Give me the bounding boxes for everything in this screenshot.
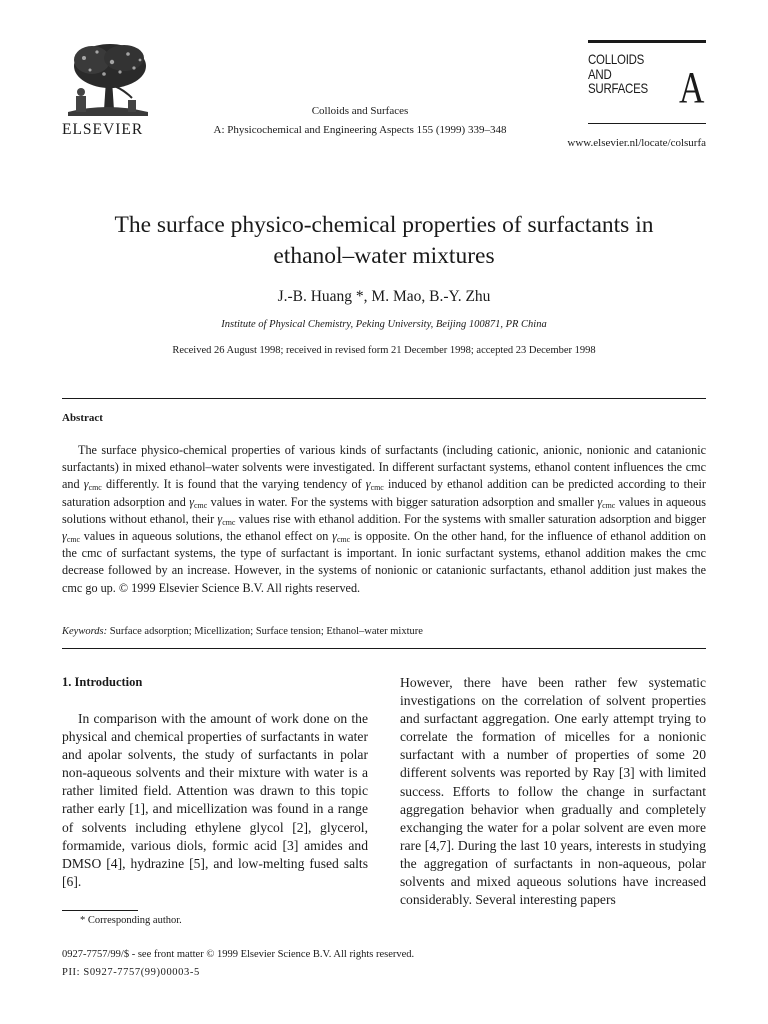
journal-citation: A: Physicochemical and Engineering Aspects 155 (1999) 339–348 — [213, 124, 507, 136]
abstract-text: The surface physico-chemical properties of various kinds of surfactants (including cationic, anionic, nonionic and catanionic surfactants) in mixed ethanol–water solvents were investigated. In different surfactant systems, ethanol content influences the cmc and $\gamma_{cmc}$ differently. It is found that the varying tendency of $\gamma_{cmc}$ induced by ethanol addition can be predicted according to their saturation adsorption and $\gamma_{cmc}$ values in water. For the systems with bigger saturation adsorption and smaller $\gamma_{cmc}$ values in aqueous solutions without ethanol, their $\gamma_{cmc}$ values rise with ethanol addition. For the systems with smaller saturation adsorption and bigger $\gamma_{cmc}$ values in aqueous solutions, the ethanol effect on $\gamma_{cmc}$ is opposite. On the other hand, for the influence of ethanol addition on the cmc of surfactant systems, the type of surfactant is important. In ionic surfactant systems, ethanol addition makes the cmc decrease followed by an increase. However, in the systems of nonionic or catanionic surfactants, ethanol addition just makes the cmc go up. © 1999 Elsevier Science B.V. All rights reserved. — [62, 443, 706, 595]
footnote-rule — [62, 910, 138, 911]
brand-line-1: COLLOIDS — [588, 51, 645, 67]
brand-bottom-rule — [588, 123, 706, 124]
introduction-left-column: In comparison with the amount of work done on the physical and chemical properties of surfactants in water and apolar solvents, the study of surfactants in polar non-aqueous solvents and their mixture with water is a rather limited field. Attention was drawn to this topic rather early [1], and micellization was found in a range of solvents including ethylene glycol [2], glycerol, formamide, various diols, formic acid [3] amides and DMSO [4], hydrazine [5], and low-melting fused salts [6]. — [62, 711, 368, 889]
article-dates: Received 26 August 1998; received in revised form 21 December 1998; accepted 23 December 1998 — [172, 345, 596, 356]
brand-line-3: SURFACES — [588, 80, 648, 96]
abstract-top-rule — [62, 398, 706, 399]
article-title — [40, 210, 728, 272]
journal-name: Colloids and Surfaces — [311, 105, 409, 117]
title-line-1: The surface physico-chemical properties of surfactants in — [114, 212, 654, 238]
corresponding-author-footnote: * Corresponding author. — [80, 915, 182, 926]
journal-brand-letter: A — [679, 63, 705, 112]
brand-line-2: AND — [588, 65, 612, 82]
brand-top-rule — [588, 40, 706, 43]
introduction-right-column: However, there have been rather few systematic investigations on the correlation of solvent properties and surfactant aggregation. One early attempt trying to correlate the formation of micelles for a nonionic surfactant with a number of properties of some 20 different solvents was reported by Ray [3] with limited success. Efforts to follow the change in surfactant aggregation behavior when gradually and completely exchanging the water for a polar solvent are even more rare [4,7]. During the last 10 years, interests in studying the aggregation of surfactants in non-aqueous, polar solvents and mixed aqueous solutions have increased considerably. Several interesting papers — [400, 675, 706, 908]
keywords-list: Surface adsorption; Micellization; Surface tension; Ethanol–water mixture — [107, 626, 423, 637]
pii-footer: PII: S0927-7757(99)00003-5 — [62, 967, 200, 978]
abstract-bottom-rule — [62, 648, 706, 649]
article-authors: J.-B. Huang *, M. Mao, B.-Y. Zhu — [277, 288, 491, 305]
abstract-heading: Abstract — [62, 412, 103, 424]
publisher-name: ELSEVIER — [62, 121, 144, 138]
author-affiliation: Institute of Physical Chemistry, Peking University, Beijing 100871, PR China — [221, 319, 547, 330]
elsevier-tree-logo-icon — [62, 40, 152, 118]
journal-brand-wordmark — [588, 52, 648, 96]
title-line-2: ethanol–water mixtures — [273, 243, 495, 269]
keywords-line — [62, 626, 706, 637]
keywords-label: Keywords: — [62, 626, 108, 637]
journal-website-link[interactable]: www.elsevier.nl/locate/colsurfa — [567, 137, 706, 149]
section-heading-introduction: 1. Introduction — [62, 675, 143, 689]
copyright-footer: 0927-7757/99/$ - see front matter © 1999 Elsevier Science B.V. All rights reserved. — [62, 949, 415, 960]
